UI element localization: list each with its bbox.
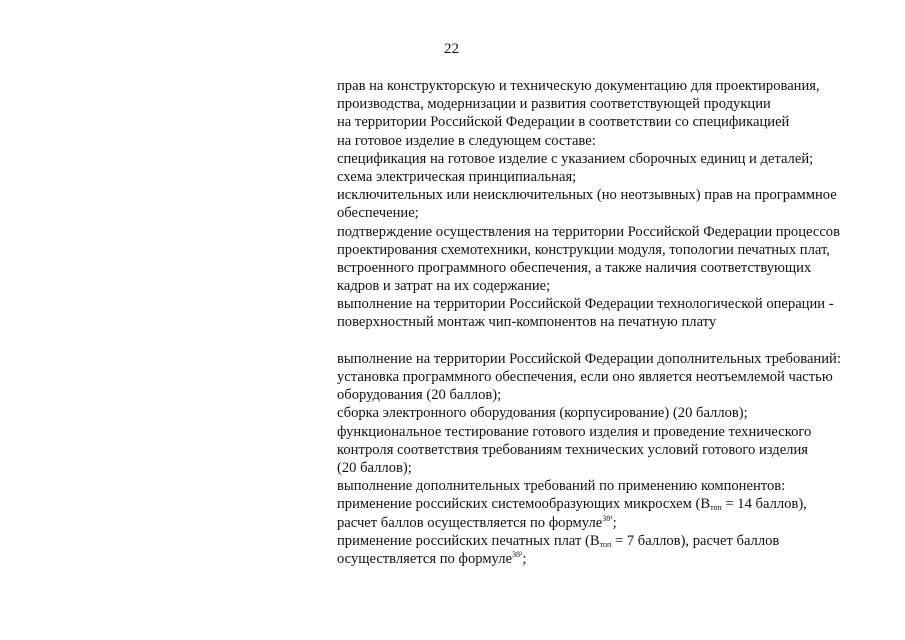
formula-line-pcb — [337, 532, 877, 550]
text-line: спецификация на готовое изделие с указанием сборочных единиц и деталей; — [337, 150, 814, 167]
text-line: выполнение на территории Российской Федерации технологической операции - — [337, 296, 834, 313]
text-line: функциональное тестирование готового изделия и проведение технического — [337, 423, 812, 440]
formula-text: ; — [522, 550, 527, 567]
text-line: (20 баллов); — [337, 459, 412, 476]
text-line: выполнение дополнительных требований по применению компонентов: — [337, 478, 786, 495]
formula-text: ; — [612, 514, 617, 531]
text-line: оборудования (20 баллов); — [337, 387, 502, 404]
formula-text: = 7 баллов), расчет баллов — [611, 532, 780, 549]
text-line: на территории Российской Федерации в соответствии со спецификацией — [337, 114, 790, 131]
formula-line-pcb-calc — [337, 550, 877, 568]
formula-text: применение российских печатных плат (В — [337, 532, 600, 549]
text-line: подтверждение осуществления на территории Российской Федерации процессов — [337, 223, 840, 240]
text-line: сборка электронного оборудования (корпусирование) (20 баллов); — [337, 405, 748, 422]
text-line: обеспечение; — [337, 205, 419, 222]
formula-text: = 14 баллов), — [721, 496, 807, 513]
footnote-reference[interactable]: 38¹ — [602, 513, 613, 523]
text-line: на готовое изделие в следующем составе: — [337, 132, 596, 149]
formula-text: осуществляется по формуле — [337, 550, 512, 567]
text-line: контроля соответствия требованиям технических условий готового изделия — [337, 441, 808, 458]
footnote-reference[interactable]: 38² — [511, 549, 523, 559]
text-line: исключительных или неисключительных (но неотзывных) прав на программное — [337, 187, 837, 204]
text-line: встроенного программного обеспечения, а также наличия соответствующих — [337, 259, 812, 276]
formula-text: расчет баллов осуществляется по формуле — [337, 514, 603, 531]
page-number: 22 — [444, 41, 459, 57]
text-line: выполнение на территории Российской Федерации дополнительных требований: — [337, 350, 841, 367]
text-line: проектирования схемотехники, конструкции модуля, топологии печатных плат, — [337, 241, 830, 258]
subscript-top: топ — [599, 539, 612, 549]
text-line: поверхностный монтаж чип-компонентов на печатную плату — [337, 314, 717, 331]
text-line: установка программного обеспечения, если оно является неотъемлемой частью — [337, 369, 833, 385]
text-line: схема электрическая принципиальная; — [337, 168, 577, 185]
formula-text: применение российских системообразующих микросхем (В — [337, 496, 711, 513]
paragraph-gap — [337, 332, 877, 350]
text-line: кадров и затрат на их содержание; — [337, 278, 551, 295]
document-body — [337, 77, 877, 568]
formula-line-microchips — [337, 495, 877, 513]
text-line: производства, модернизации и развития соответствующей продукции — [337, 96, 771, 113]
subscript-top: топ — [710, 503, 722, 513]
formula-line-microchips-calc — [337, 514, 877, 532]
text-line: прав на конструкторскую и техническую документацию для проектирования, — [337, 78, 820, 94]
